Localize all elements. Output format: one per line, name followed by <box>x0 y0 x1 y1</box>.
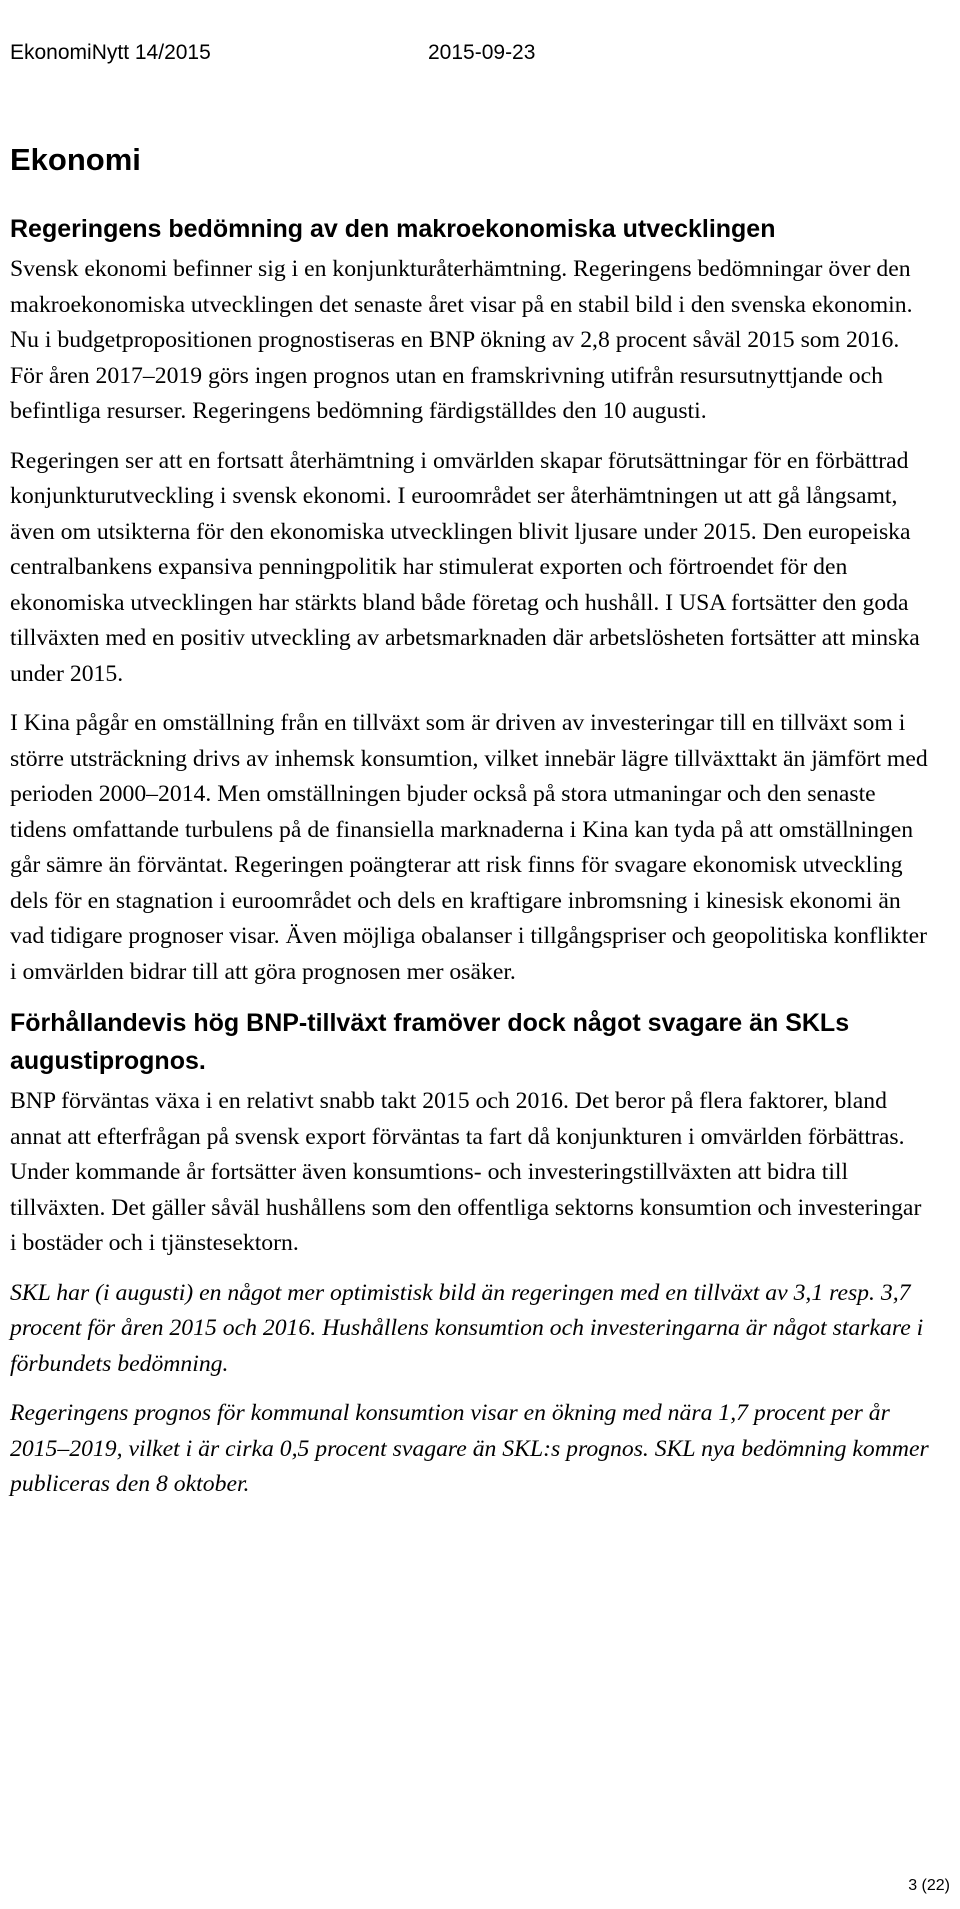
publication-name: EkonomiNytt 14/2015 <box>10 41 211 64</box>
article-content <box>10 140 930 1517</box>
article-subheading: Förhållandevis hög BNP-tillväxt framöver dock något svagare än SKLs augustiprognos. <box>10 1009 850 1075</box>
section-title: Ekonomi <box>10 142 141 177</box>
paragraph: I Kina pågår en omställning från en tillväxt som är driven av investeringar till en tillväxt som i större utsträckning drivs av inhemsk konsumtion, vilket innebär lägre tillväxttakt än jämfört med perioden 2000–2014. Men omställningen bjuder också på stora utmaningar och den senaste tidens omfattande turbulens på de finansiella marknaderna i Kina kan tyda på att omställningen går sämre än förväntat. Regeringen poängterar att risk finns för svagare ekonomisk utveckling dels för en stagnation i euroområdet och dels en kraftigare inbromsning i kinesisk ekonomi än vad tidigare prognoser visar. Även möjliga obalanser i tillgångspriser och geopolitiska konflikter i omvärlden bidrar till att göra prognosen mer osäker. <box>10 710 928 985</box>
article-heading: Regeringens bedömning av den makroekonomiska utvecklingen <box>10 215 776 243</box>
page-number: 3 (22) <box>908 1877 950 1894</box>
italic-paragraph: Regeringens prognos för kommunal konsumtion visar en ökning med nära 1,7 procent per år 2015–2019, vilket i är cirka 0,5 procent svagare än SKL:s prognos. SKL nya bedömning kommer publiceras den 8 oktober. <box>10 1400 929 1497</box>
publication-date: 2015-09-23 <box>428 41 536 64</box>
paragraph: BNP förväntas växa i en relativt snabb takt 2015 och 2016. Det beror på flera faktorer, bland annat att efterfrågan på svensk export förväntas ta fart då konjunkturen i omvärlden förbättras. Under kommande år fortsätter även konsumtions- och investeringstillväxten att bidra till tillväxten. Det gäller såväl hushållens som den offentliga sektorns konsumtion och investeringar i bostäder och i tjänstesektorn. <box>10 1088 922 1256</box>
italic-paragraph: SKL har (i augusti) en något mer optimistisk bild än regeringen med en tillväxt av 3,1 resp. 3,7 procent för åren 2015 och 2016. Hushållens konsumtion och investeringarna är något starkare i förbundets bedömning. <box>10 1279 924 1377</box>
paragraph: Svensk ekonomi befinner sig i en konjunkturåterhämtning. Regeringens bedömningar över den makroekonomiska utvecklingen det senaste året visar på en stabil bild i den svenska ekonomin. Nu i budgetpropositionen prognostiseras en BNP ökning av 2,8 procent såväl 2015 som 2016. För åren 2017–2019 görs ingen prognos utan en framskrivning utifrån resursutnyttjande och befintliga resurser. Regeringens bedömning färdigställdes den 10 augusti. <box>10 256 913 424</box>
paragraph: Regeringen ser att en fortsatt återhämtning i omvärlden skapar förutsättningar för en förbättrad konjunkturutveckling i svensk ekonomi. I euroområdet ser återhämtningen ut att gå långsamt, även om utsikterna för den ekonomiska utvecklingen blivit ljusare under 2015. Den europeiska centralbankens expansiva penningpolitik har stimulerat exporten och förtroendet för den ekonomiska utvecklingen har stärkts bland både företag och hushåll. I USA fortsätter den goda tillväxten med en positiv utveckling av arbetsmarknaden där arbetslösheten fortsätter att minska under 2015. <box>10 447 920 687</box>
